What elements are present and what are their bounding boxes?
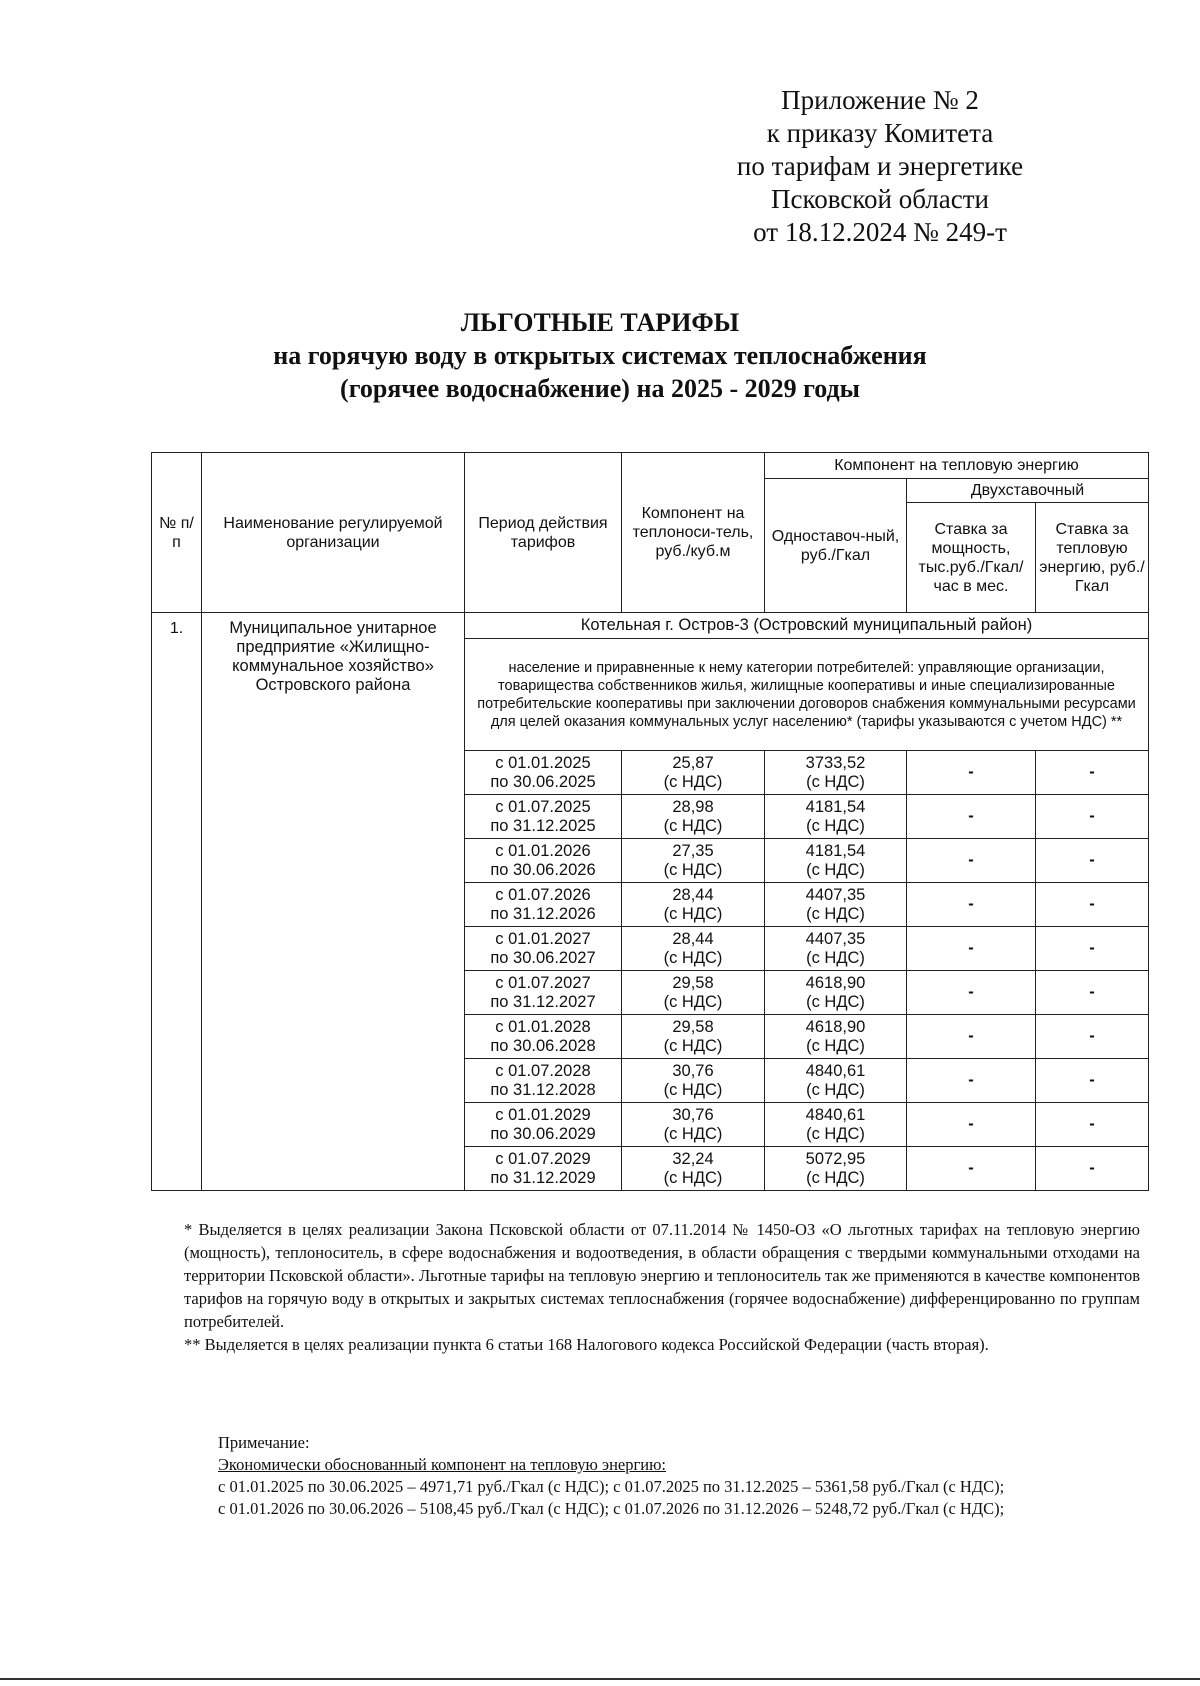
capacity-rate-cell	[907, 751, 1036, 795]
header-single-rate: Одноставоч-ный, руб./Гкал	[765, 479, 907, 613]
single-rate-cell-text: (с НДС)	[806, 816, 865, 835]
single-rate-cell	[765, 883, 907, 927]
single-rate-cell	[765, 927, 907, 971]
capacity-rate-cell-text: -	[968, 1071, 974, 1089]
single-rate-cell-text: (с НДС)	[806, 904, 865, 923]
header-num: № п/п	[152, 453, 202, 613]
energy-rate-cell	[1036, 1059, 1149, 1103]
remark-line-2: с 01.01.2026 по 30.06.2026 – 5108,45 руб./Гкал (с НДС); с 01.07.2026 по 31.12.2026 – 5248,72 руб./Гкал (с НДС);	[218, 1499, 1005, 1518]
title-line-2: на горячую воду в открытых системах теплоснабжения	[273, 341, 927, 370]
coolant-cell-text: 29,58	[672, 973, 714, 992]
capacity-rate-cell-text: -	[968, 763, 974, 781]
document-title	[180, 306, 1020, 405]
period-cell-text: с 01.01.2027	[495, 929, 591, 948]
header-coolant-component: Компонент на теплоноси-тель, руб./куб.м	[622, 453, 765, 613]
coolant-cell-text: 32,24	[672, 1149, 714, 1168]
organization-name: Муниципальное унитарное предприятие «Жилищно-коммунальное хозяйство» Островского района	[202, 613, 465, 1191]
capacity-rate-cell	[907, 883, 1036, 927]
energy-rate-cell-text: -	[1089, 983, 1095, 1001]
period-cell-text: с 01.07.2025	[495, 797, 591, 816]
tariff-table	[151, 452, 1149, 1191]
coolant-cell	[622, 1103, 765, 1147]
coolant-cell	[622, 1015, 765, 1059]
coolant-cell	[622, 751, 765, 795]
coolant-cell	[622, 883, 765, 927]
single-rate-cell-text: (с НДС)	[806, 772, 865, 791]
coolant-cell-text: 30,76	[672, 1105, 714, 1124]
single-rate-cell	[765, 751, 907, 795]
energy-rate-cell	[1036, 1103, 1149, 1147]
single-rate-cell-text: (с НДС)	[806, 1080, 865, 1099]
single-rate-cell	[765, 839, 907, 883]
capacity-rate-cell	[907, 839, 1036, 883]
remark-subtitle: Экономически обоснованный компонент на тепловую энергию:	[218, 1455, 666, 1474]
consumer-category: население и приравненные к нему категории потребителей: управляющие организации, товарищества собственников жилья, жилищные кооперативы и иные специализированные потребительские кооперативы при заключении договоров снабжения коммунальными ресурсами для целей оказания коммунальных услуг населению* (тарифы указываются с учетом НДС) **	[465, 639, 1149, 751]
energy-rate-cell-text: -	[1089, 807, 1095, 825]
coolant-cell-text: (с НДС)	[663, 1036, 723, 1055]
period-cell-text: с 01.01.2029	[495, 1105, 591, 1124]
boiler-name: Котельная г. Остров-3 (Островский муниципальный район)	[465, 613, 1149, 639]
single-rate-cell	[765, 1147, 907, 1191]
energy-rate-cell	[1036, 927, 1149, 971]
period-cell	[465, 839, 622, 883]
energy-rate-cell-text: -	[1089, 895, 1095, 913]
appendix-line-2: к приказу Комитета	[766, 118, 994, 148]
single-rate-cell	[765, 1059, 907, 1103]
coolant-cell	[622, 795, 765, 839]
capacity-rate-cell	[907, 1015, 1036, 1059]
energy-rate-cell-text: -	[1089, 1159, 1095, 1177]
header-energy-rate: Ставка за тепловую энергию, руб./Гкал	[1036, 503, 1149, 613]
capacity-rate-cell-text: -	[968, 1159, 974, 1177]
capacity-rate-cell-text: -	[968, 983, 974, 1001]
footnote-2: ** Выделяется в целях реализации пункта 6 статьи 168 Налогового кодекса Российской Федерации (часть вторая).	[184, 1335, 989, 1354]
period-cell	[465, 1147, 622, 1191]
coolant-cell-text: (с НДС)	[663, 860, 723, 879]
single-rate-cell-text: 5072,95	[805, 1149, 866, 1168]
title-line-3: (горячее водоснабжение) на 2025 - 2029 годы	[340, 374, 860, 403]
period-cell	[465, 883, 622, 927]
single-rate-cell-text: 4181,54	[805, 797, 866, 816]
coolant-cell-text: (с НДС)	[663, 992, 723, 1011]
period-cell-text: с 01.07.2028	[495, 1061, 591, 1080]
period-cell-text: с 01.07.2027	[495, 973, 591, 992]
header-organization: Наименование регулируемой организации	[202, 453, 465, 613]
period-cell-text: по 30.06.2025	[490, 772, 596, 791]
single-rate-cell-text: (с НДС)	[806, 948, 865, 967]
single-rate-cell-text: 4407,35	[805, 885, 866, 904]
energy-rate-cell	[1036, 971, 1149, 1015]
coolant-cell-text: (с НДС)	[663, 1124, 723, 1143]
energy-rate-cell-text: -	[1089, 1027, 1095, 1045]
coolant-cell	[622, 927, 765, 971]
energy-rate-cell-text: -	[1089, 939, 1095, 957]
energy-rate-cell	[1036, 1015, 1149, 1059]
period-cell-text: с 01.01.2025	[495, 753, 591, 772]
single-rate-cell-text: (с НДС)	[806, 860, 865, 879]
coolant-cell-text: 28,44	[672, 929, 714, 948]
single-rate-cell-text: (с НДС)	[806, 1168, 865, 1187]
capacity-rate-cell-text: -	[968, 807, 974, 825]
scan-bottom-edge	[0, 1678, 1200, 1680]
period-cell	[465, 1059, 622, 1103]
energy-rate-cell-text: -	[1089, 851, 1095, 869]
energy-rate-cell	[1036, 839, 1149, 883]
energy-rate-cell	[1036, 1147, 1149, 1191]
period-cell	[465, 927, 622, 971]
period-cell-text: по 30.06.2029	[490, 1124, 596, 1143]
appendix-line-5: от 18.12.2024 № 249-т	[753, 217, 1007, 247]
period-cell	[465, 971, 622, 1015]
period-cell-text: по 31.12.2027	[490, 992, 596, 1011]
single-rate-cell-text: (с НДС)	[806, 992, 865, 1011]
energy-rate-cell	[1036, 883, 1149, 927]
header-capacity-rate: Ставка за мощность, тыс.руб./Гкал/час в мес.	[907, 503, 1036, 613]
period-cell-text: по 30.06.2028	[490, 1036, 596, 1055]
single-rate-cell-text: 4840,61	[805, 1061, 866, 1080]
capacity-rate-cell	[907, 971, 1036, 1015]
capacity-rate-cell-text: -	[968, 851, 974, 869]
appendix-line-1: Приложение № 2	[781, 85, 979, 115]
remark-block	[184, 1432, 1146, 1520]
coolant-cell-text: (с НДС)	[663, 772, 723, 791]
period-cell	[465, 751, 622, 795]
appendix-block	[690, 84, 1070, 249]
title-line-1: ЛЬГОТНЫЕ ТАРИФЫ	[460, 308, 740, 337]
capacity-rate-cell	[907, 1059, 1036, 1103]
footnotes	[184, 1218, 1140, 1356]
header-period: Период действия тарифов	[465, 453, 622, 613]
capacity-rate-cell-text: -	[968, 939, 974, 957]
period-cell-text: с 01.01.2028	[495, 1017, 591, 1036]
period-cell-text: по 31.12.2025	[490, 816, 596, 835]
coolant-cell	[622, 971, 765, 1015]
period-cell-text: по 31.12.2028	[490, 1080, 596, 1099]
period-cell-text: по 31.12.2029	[490, 1168, 596, 1187]
single-rate-cell	[765, 1015, 907, 1059]
coolant-cell-text: 28,44	[672, 885, 714, 904]
capacity-rate-cell	[907, 1147, 1036, 1191]
capacity-rate-cell	[907, 1103, 1036, 1147]
coolant-cell-text: 25,87	[672, 753, 714, 772]
single-rate-cell-text: 4407,35	[805, 929, 866, 948]
appendix-line-3: по тарифам и энергетике	[736, 151, 1024, 181]
coolant-cell	[622, 1147, 765, 1191]
single-rate-cell-text: 4618,90	[805, 973, 866, 992]
footnote-1: * Выделяется в целях реализации Закона Псковской области от 07.11.2014 № 1450-ОЗ «О льготных тарифах на тепловую энергию (мощность), теплоноситель, в сфере водоснабжения и водоотведения, в области обращения с твердыми коммунальными отходами на территории Псковской области». Льготные тарифы на тепловую энергию и теплоноситель так же применяются в качестве компонентов тарифов на горячую воду в открытых и закрытых системах теплоснабжения (горячее водоснабжение) дифференцированно по группам потребителей.	[184, 1220, 1140, 1331]
coolant-cell-text: 28,98	[672, 797, 714, 816]
single-rate-cell	[765, 971, 907, 1015]
coolant-cell-text: (с НДС)	[663, 816, 723, 835]
single-rate-cell-text: 4618,90	[805, 1017, 866, 1036]
coolant-cell	[622, 839, 765, 883]
coolant-cell	[622, 1059, 765, 1103]
header-heat-component: Компонент на тепловую энергию	[765, 453, 1149, 479]
coolant-cell-text: 29,58	[672, 1017, 714, 1036]
energy-rate-cell	[1036, 751, 1149, 795]
period-cell-text: по 31.12.2026	[490, 904, 596, 923]
period-cell	[465, 1015, 622, 1059]
single-rate-cell-text: (с НДС)	[806, 1124, 865, 1143]
period-cell-text: по 30.06.2027	[490, 948, 596, 967]
single-rate-cell-text: 4181,54	[805, 841, 866, 860]
single-rate-cell-text: (с НДС)	[806, 1036, 865, 1055]
single-rate-cell-text: 4840,61	[805, 1105, 866, 1124]
energy-rate-cell-text: -	[1089, 1071, 1095, 1089]
header-two-rate: Двухставочный	[907, 479, 1149, 503]
period-cell-text: по 30.06.2026	[490, 860, 596, 879]
remark-label: Примечание:	[218, 1433, 310, 1452]
coolant-cell-text: 27,35	[672, 841, 714, 860]
single-rate-cell	[765, 1103, 907, 1147]
appendix-line-4: Псковской области	[770, 184, 989, 214]
period-cell-text: с 01.07.2026	[495, 885, 591, 904]
capacity-rate-cell	[907, 927, 1036, 971]
energy-rate-cell-text: -	[1089, 763, 1095, 781]
energy-rate-cell	[1036, 795, 1149, 839]
energy-rate-cell-text: -	[1089, 1115, 1095, 1133]
remark-line-1: с 01.01.2025 по 30.06.2025 – 4971,71 руб./Гкал (с НДС); с 01.07.2025 по 31.12.2025 – 5361,58 руб./Гкал (с НДС);	[218, 1477, 1005, 1496]
capacity-rate-cell-text: -	[968, 895, 974, 913]
single-rate-cell	[765, 795, 907, 839]
period-cell-text: с 01.01.2026	[495, 841, 591, 860]
coolant-cell-text: (с НДС)	[663, 1080, 723, 1099]
period-cell	[465, 795, 622, 839]
coolant-cell-text: (с НДС)	[663, 1168, 723, 1187]
capacity-rate-cell	[907, 795, 1036, 839]
coolant-cell-text: 30,76	[672, 1061, 714, 1080]
capacity-rate-cell-text: -	[968, 1027, 974, 1045]
capacity-rate-cell-text: -	[968, 1115, 974, 1133]
row-number: 1.	[152, 613, 202, 1191]
period-cell	[465, 1103, 622, 1147]
single-rate-cell-text: 3733,52	[805, 753, 866, 772]
coolant-cell-text: (с НДС)	[663, 948, 723, 967]
coolant-cell-text: (с НДС)	[663, 904, 723, 923]
period-cell-text: с 01.07.2029	[495, 1149, 591, 1168]
